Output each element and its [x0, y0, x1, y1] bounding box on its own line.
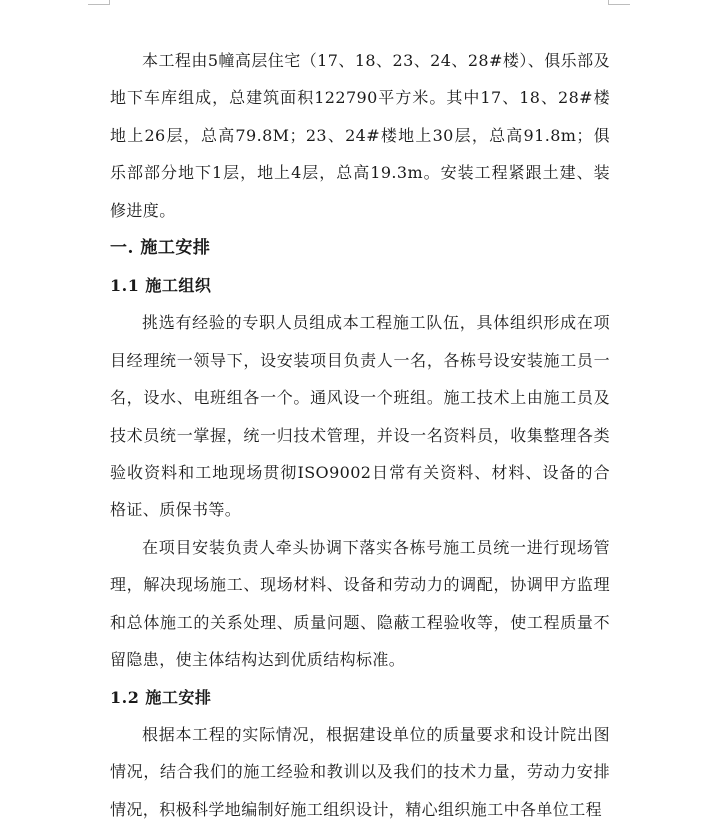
section-1-1-paragraph-2: 在项目安装负责人牵头协调下落实各栋号施工员统一进行现场管理，解决现场施工、现场材料、设备和劳动力的调配，协调甲方监理和总体施工的关系处理、质量问题、隐蔽工程验收等，使工程质量不留隐患，使主体结构达到优质结构标准。	[110, 537, 610, 670]
section-1-1-heading: 1.1 施工组织	[110, 276, 212, 296]
crop-mark-top-left	[88, 4, 110, 5]
section-1-2-paragraph-1: 根据本工程的实际情况，根据建设单位的质量要求和设计院出图情况，结合我们的施工经验和教训以及我们的技术力量，劳动力安排情况，积极科学地编制好施工组织设计，精心组织施工中各单位工程	[110, 724, 610, 819]
crop-mark-top-right-vertical	[608, 0, 609, 5]
section-1-2-heading: 1.2 施工安排	[110, 687, 212, 707]
document-body	[110, 42, 610, 828]
section-1-heading: 一. 施工安排	[110, 238, 211, 259]
intro-paragraph: 本工程由5幢高层住宅（17、18、23、24、28#楼）、俱乐部及地下车库组成，总建筑面积122790平方米。其中17、18、28#楼地上26层，总高79.8M；23、24#楼地上30层，总高91.8m；俱乐部部分地下1层，地上4层，总高19.3m。安装工程紧跟土建、装修进度。	[110, 51, 610, 220]
section-1-1-paragraph-1: 挑选有经验的专职人员组成本工程施工队伍，具体组织形成在项目经理统一领导下，设安装项目负责人一名，各栋号设安装施工员一名，设水、电班组各一个。通风设一个班组。施工技术上由施工员及技术员统一掌握，统一归技术管理，并设一名资料员，收集整理各类验收资料和工地现场贯彻ISO9002日常有关资料、材料、设备的合格证、质保书等。	[110, 313, 610, 520]
crop-mark-top-right	[608, 4, 630, 5]
crop-mark-top-left-vertical	[109, 0, 110, 5]
